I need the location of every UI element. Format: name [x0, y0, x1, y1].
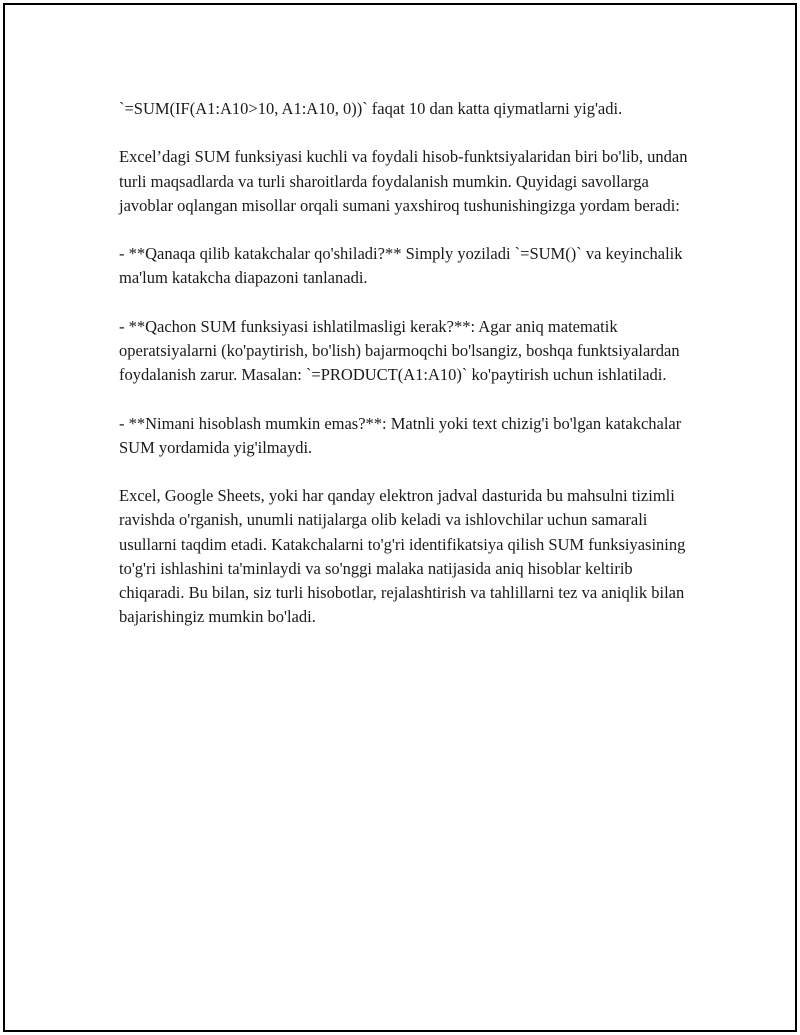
paragraph-conclusion: Excel, Google Sheets, yoki har qanday elektron jadval dasturida bu mahsulni tizimli ravishda o'rganish, unumli natijalarga olib keladi va ishlovchilar uchun samarali usullarni taqdim etadi. Katakchalarni to'g'ri identifikatsiya qilish SUM funksiyasining to'g'ri ishlashini ta'minlaydi va so'nggi malaka natijasida aniq hisoblar keltirib chiqaradi. Bu bilan, siz turli hisobotlar, rejalashtirish va tahlillarni tez va aniqlik bilan bajarishingiz mumkin bo'ladi.	[119, 486, 686, 627]
paragraph-question-when-not-sum: - **Qachon SUM funksiyasi ishlatilmasligi kerak?**: Agar aniq matematik operatsiyalarni (ko'paytirish, bo'lish) bajarmoqchi bo'lsangiz, boshqa funktsiyalardan foydalanish zarur. Masalan: `=PRODUCT(A1:A10)` ko'paytirish uchun ishlatiladi.	[119, 316, 680, 385]
document-body	[119, 97, 699, 654]
paragraph-question-add-cells: - **Qanaqa qilib katakchalar qo'shiladi?** Simply yoziladi `=SUM()` va keyinchalik ma'lum katakcha diapazoni tanlanadi.	[119, 244, 683, 288]
document-page	[3, 3, 797, 1032]
paragraph-question-cannot-sum: - **Nimani hisoblash mumkin emas?**: Matnli yoki text chizig'i bo'lgan katakchalar SUM yordamida yig'ilmaydi.	[119, 413, 682, 457]
paragraph-sum-if-example: `=SUM(IF(A1:A10>10, A1:A10, 0))` faqat 10 dan katta qiymatlarni yig'adi.	[119, 99, 623, 118]
paragraph-sum-intro: Excel’dagi SUM funksiyasi kuchli va foydali hisob-funktsiyalaridan biri bo'lib, undan turli maqsadlarda va turli sharoitlarda foydalanish mumkin. Quyidagi savollarga javoblar oqlangan misollar orqali sumani yaxshiroq tushunishingizga yordam beradi:	[119, 147, 688, 215]
